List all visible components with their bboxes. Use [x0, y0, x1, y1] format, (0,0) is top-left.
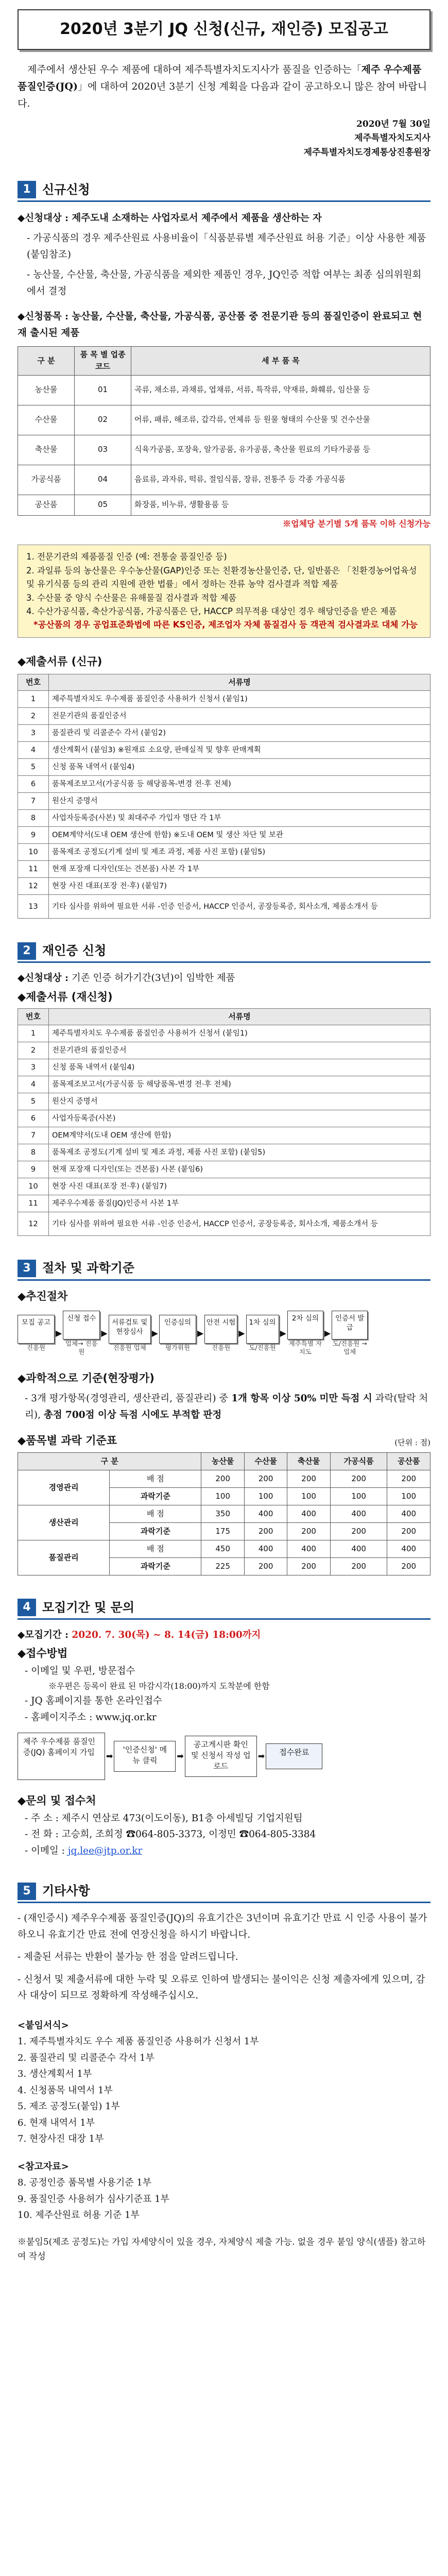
cell-no: 8	[18, 810, 49, 827]
th-items: 세 부 품 목	[131, 347, 430, 376]
issuer-block	[18, 117, 430, 160]
cell-items: 곡류, 채소류, 과채류, 엽채류, 서류, 특작류, 약재류, 화훼류, 임산물 등	[131, 375, 430, 405]
s1-target-text: 제주도내 소재하는 사업자로서 제주에서 제품을 생산하는 자	[68, 213, 322, 224]
cell-no: 6	[18, 1110, 49, 1127]
apply-step: 제주 우수제품 품질인증(JQ) 홈페이지 가입	[18, 1733, 105, 1780]
footnote: ※붙임5(제조 공정도)는 가입 자세양식이 있을 경우, 자체양식 제출 가능. 없을 경우 붙임 양식(샘플) 참고하여 작성	[18, 2236, 426, 2262]
section-title: 모집기간 및 문의	[42, 1600, 134, 1615]
cell-no: 2	[18, 708, 49, 725]
email-link[interactable]: jq.lee@jtp.or.kr	[67, 1845, 143, 1856]
cell-value: 200	[244, 1557, 287, 1575]
cell-doc: 품목제조보고서(가공식품 등 해당품목-변경 전·후 전체)	[49, 776, 430, 793]
cell-name: 농산물	[18, 375, 75, 405]
flow-step	[332, 1311, 368, 1357]
arrow-right-icon: ➡	[257, 1751, 265, 1761]
table-row	[18, 878, 430, 895]
cell-name: 수산물	[18, 405, 75, 435]
cell-value: 200	[244, 1470, 287, 1487]
cell-value: 350	[201, 1505, 244, 1522]
crit-text-3: 과락(탈락 처리),	[25, 1393, 428, 1420]
cell-doc: 기타 심사를 위하여 필요한 서류 -인증 인증서, HACCP 인증서, 공장등록증, 회사소개, 제품소개서 등	[49, 1212, 430, 1236]
flow-step-label: 신청 접수	[63, 1311, 100, 1340]
cell-doc: OEM계약서(도내 OEM 생산에 한함)	[49, 1127, 430, 1144]
table-row	[18, 1161, 430, 1178]
section-number: 2	[18, 942, 36, 960]
method-4: - 홈페이지주소 : www.jq.or.kr	[25, 1711, 157, 1723]
flow-step	[109, 1315, 151, 1352]
cell-doc: 품목제조보고서(가공식품 등 해당품목-변경 전·후 전체)	[49, 1076, 430, 1093]
section-2-header	[18, 941, 430, 963]
list-item: 8. 공정인증 품목별 사용기준 1부	[18, 2177, 152, 2189]
etc-2: - 제출된 서류는 반환이 불가능 한 점을 알려드립니다.	[18, 1952, 238, 1963]
cell-doc: 제주특별자치도 우수제품 품질인증 사용허가 신청서 (붙임1)	[49, 691, 430, 708]
cell-value: 400	[287, 1505, 330, 1522]
requirement-item	[26, 618, 422, 632]
cell-group: 경영관리	[18, 1470, 110, 1505]
flow-step-owner: 도/진흥원 →업체	[332, 1340, 367, 1356]
flow-step	[159, 1315, 196, 1352]
th-code: 품 목 별 업종코드	[75, 347, 131, 376]
cell-value: 200	[387, 1522, 430, 1540]
cell-value: 400	[387, 1505, 430, 1522]
flow-step-label: 1차 심의	[246, 1315, 279, 1344]
cell-value: 400	[330, 1540, 387, 1557]
section-number: 5	[18, 1883, 36, 1900]
flow-step-owner: 도/진흥원	[249, 1344, 276, 1352]
cell-doc: 현재 포장재 디자인(또는 견본품) 사본 (붙임6)	[49, 1161, 430, 1178]
score-heading: ◆품목별 과락 기준표	[18, 1434, 117, 1447]
cell-no: 7	[18, 1127, 49, 1144]
requirements-box	[18, 545, 430, 637]
table-row	[18, 1178, 430, 1195]
s1-target	[18, 210, 430, 226]
crit-text	[18, 1391, 430, 1423]
cell-doc: OEM계약서(도내 OEM 생산에 한함) ※도내 OEM 및 생산 차단 및 보관	[49, 827, 430, 844]
cell-no: 5	[18, 1093, 49, 1110]
table-row	[18, 691, 430, 708]
table-row	[18, 793, 430, 810]
cell-no: 1	[18, 1025, 49, 1042]
cell-items: 화장품, 비누류, 생활용품 등	[131, 495, 430, 515]
table-row	[18, 810, 430, 827]
cell-no: 9	[18, 1161, 49, 1178]
docs-renew-heading: ◆제출서류 (재신청)	[18, 990, 113, 1003]
cell-value: 400	[330, 1505, 387, 1522]
cell-value: 200	[330, 1557, 387, 1575]
th-doc: 서류명	[49, 1009, 430, 1025]
intro-text-2: 」에 대하여 2020년 3분기 신청 계획을 다음과 같이 공고하오니 많은 참여 바랍니다.	[18, 80, 427, 109]
cell-value: 400	[244, 1540, 287, 1557]
table-row	[18, 435, 430, 465]
arrow-right-icon: ▶	[324, 1328, 331, 1338]
arrow-right-icon: ▶	[197, 1328, 204, 1338]
table-row	[18, 844, 430, 861]
cell-value: 400	[387, 1540, 430, 1557]
cell-kind: 과락기준	[110, 1487, 201, 1505]
cell-value: 400	[244, 1505, 287, 1522]
table-row	[18, 861, 430, 878]
score-header	[18, 1432, 430, 1449]
method-heading: ◆접수방법	[18, 1647, 68, 1660]
cell-value: 200	[330, 1470, 387, 1487]
cell-no: 13	[18, 895, 49, 919]
th-agri: 농산물	[201, 1452, 244, 1470]
flow-step-owner: 진흥원	[26, 1344, 46, 1352]
table-row	[18, 1110, 430, 1127]
cell-no: 11	[18, 861, 49, 878]
cell-doc: 원산지 증명서	[49, 793, 430, 810]
cell-value: 175	[201, 1522, 244, 1540]
requirement-item: 3. 수산물 중 양식 수산물은 유해물질 검사결과 적합 제품	[26, 592, 237, 603]
s2-target-label: ◆신청대상 :	[18, 973, 68, 984]
cell-doc: 품목제조 공정도(기계 설비 및 제조 과정, 제품 사진 포함) (붙임5)	[49, 844, 430, 861]
cell-value: 225	[201, 1557, 244, 1575]
references-list	[18, 2175, 430, 2224]
cell-no: 9	[18, 827, 49, 844]
section-1-header	[18, 180, 430, 202]
flow-step-label: 인증서 발급	[332, 1311, 368, 1340]
cell-value: 200	[201, 1470, 244, 1487]
table-row	[18, 776, 430, 793]
table-row	[18, 1127, 430, 1144]
cell-no: 10	[18, 844, 49, 861]
table-row	[18, 1025, 430, 1042]
cell-value: 200	[387, 1470, 430, 1487]
crit-text-4: 총점 700점 이상 득점 시에도 부적합 판정	[43, 1409, 222, 1420]
table-row	[18, 895, 430, 919]
cell-no: 3	[18, 725, 49, 742]
cell-value: 100	[244, 1487, 287, 1505]
apply-flow	[18, 1733, 430, 1780]
cell-doc: 현장 사진 대표(포장 전·후) (붙임7)	[49, 878, 430, 895]
section-number: 4	[18, 1599, 36, 1616]
flow-step	[63, 1311, 100, 1357]
table-row	[18, 1540, 430, 1557]
cell-doc: 신청 품목 내역서 (붙임4)	[49, 1059, 430, 1076]
th-division: 구 분	[18, 347, 75, 376]
cell-items: 식육가공품, 포장육, 알가공품, 유가공품, 축산물 원료의 기타가공품 등	[131, 435, 430, 465]
cell-doc: 현재 포장재 디자인(또는 견본품) 사본 각 1부	[49, 861, 430, 878]
apply-step-done: 접수완료	[266, 1743, 322, 1769]
requirement-item: 1. 전문기관의 제품품질 인증 (예: 전통술 품질인증 등)	[26, 552, 227, 562]
cell-no: 1	[18, 691, 49, 708]
table-row	[18, 1076, 430, 1093]
method-2: ※우편은 등록이 완료 된 마감시각(18:00)까지 도착분에 한함	[48, 1681, 270, 1691]
cell-value: 100	[387, 1487, 430, 1505]
cell-items: 음료류, 과자류, 떡류, 절임식품, 장류, 전통주 등 각종 가공식품	[131, 465, 430, 495]
cell-doc: 전문기관의 품질인증서	[49, 1042, 430, 1059]
cell-no: 8	[18, 1144, 49, 1161]
flow-heading: ◆추진절차	[18, 1290, 68, 1302]
cell-doc: 현장 사진 대표(포장 전·후) (붙임7)	[49, 1178, 430, 1195]
table-row	[18, 495, 430, 515]
table-row	[18, 759, 430, 776]
table-row	[18, 1042, 430, 1059]
cell-value: 450	[201, 1540, 244, 1557]
cell-no: 6	[18, 776, 49, 793]
inquiry-phone: - 전 화 : 고승희, 조희정 ☎064-805-3373, 이정민 ☎064-805-3384	[25, 1829, 316, 1840]
category-table	[18, 346, 430, 516]
table-row	[18, 1212, 430, 1236]
table-row	[18, 405, 430, 435]
table-row	[18, 1470, 430, 1487]
list-item: 3. 생산계획서 1부	[18, 2069, 92, 2080]
cell-no: 3	[18, 1059, 49, 1076]
references-heading: <참고자료>	[18, 2161, 69, 2172]
requirement-item: 2. 과일류 등의 농산물은 우수농산물(GAP)인증 또는 친환경농산물인증, 단, 일반품은 「친환경농어업육성 및 유기식품 등의 관리 지원에 관한 법률」에서 정하는 잔류 농약 검사결과 적합 제품	[26, 565, 417, 589]
table-row	[18, 1059, 430, 1076]
cell-kind: 배 점	[110, 1505, 201, 1522]
cell-value: 100	[201, 1487, 244, 1505]
method-1: - 이메일 및 우편, 방문접수	[25, 1665, 135, 1676]
cell-kind: 배 점	[110, 1470, 201, 1487]
s1-category-text: 농산물, 수산물, 축산물, 가공식품, 공산품 중 전문기관 등의 품질인증이 완료되고 현재 출시된 제품	[18, 311, 422, 338]
inquiry-email-label: - 이메일 :	[25, 1845, 68, 1856]
docs-new-heading: ◆제출서류 (신규)	[18, 655, 102, 668]
cell-group: 품질관리	[18, 1540, 110, 1575]
cell-value: 200	[287, 1470, 330, 1487]
flow-step-owner: 업체→ 진흥원	[65, 1340, 98, 1356]
cell-code: 03	[75, 435, 131, 465]
flow-step	[204, 1315, 237, 1352]
crit-text-1: - 3개 평가항목(경영관리, 생산관리, 품질관리) 중	[25, 1393, 232, 1404]
cell-doc: 품목제조 공정도(기계 설비 및 제조 과정, 제품 사진 포함) (붙임5)	[49, 1144, 430, 1161]
cell-doc: 전문기관의 품질인증서	[49, 708, 430, 725]
apply-step: '인증신청' 메뉴 클릭	[114, 1741, 176, 1772]
docs-new-table	[18, 674, 430, 919]
s2-target	[18, 970, 430, 986]
cell-value: 200	[287, 1522, 330, 1540]
s2-target-text: 기존 인증 허가기간(3년)이 임박한 제품	[68, 973, 235, 984]
flow-step	[246, 1315, 279, 1352]
cell-doc: 생산계획서 (붙임3) ※원재료 소요량, 판매실적 및 향후 판매계획	[49, 742, 430, 759]
list-item: 6. 현재 내역서 1부	[18, 2117, 95, 2128]
cell-doc: 제주우수제품 품질(JQ)인증서 사본 1부	[49, 1195, 430, 1212]
table-row	[18, 725, 430, 742]
cell-name: 공산품	[18, 495, 75, 515]
th-no: 번호	[18, 1009, 49, 1025]
s1-target-label: ◆신청대상 :	[18, 213, 68, 224]
issue-date: 2020년 7월 30일	[356, 119, 430, 130]
page-title: 2020년 3분기 JQ 신청(신규, 재인증) 모집공고	[18, 9, 430, 50]
th-division: 구 분	[18, 1452, 201, 1470]
intro-paragraph	[18, 61, 430, 113]
th-processed: 가공식품	[330, 1452, 387, 1470]
cell-value: 200	[387, 1557, 430, 1575]
table-row	[18, 708, 430, 725]
cell-kind: 과락기준	[110, 1557, 201, 1575]
cell-kind: 과락기준	[110, 1522, 201, 1540]
arrow-right-icon: ▶	[238, 1328, 245, 1338]
list-item: 1. 제주특별자치도 우수 제품 품질인증 사용허가 신청서 1부	[18, 2036, 259, 2047]
arrow-right-icon: ▶	[56, 1328, 62, 1338]
cell-no: 4	[18, 1076, 49, 1093]
period-text: 2020. 7. 30(목) ~ 8. 14(금) 18:00까지	[68, 1629, 261, 1640]
cell-code: 05	[75, 495, 131, 515]
s1-category	[18, 309, 430, 341]
table-row	[18, 827, 430, 844]
issuer-governor: 제주특별자치도지사	[354, 133, 430, 144]
flow-step-label: 모집 공고	[18, 1315, 55, 1344]
cell-name: 가공식품	[18, 465, 75, 495]
cell-items: 어류, 패류, 해조류, 갑각류, 연체류 등 원물 형태의 수산물 및 건수산물	[131, 405, 430, 435]
flow-step-owner: 진흥원	[212, 1344, 231, 1352]
flow-step	[18, 1315, 55, 1352]
score-table	[18, 1452, 430, 1575]
cell-doc: 기타 심사를 위하여 필요한 서류 -인증 인증서, HACCP 인증서, 공장등록증, 회사소개, 제품소개서 등	[49, 895, 430, 919]
table-row	[18, 1144, 430, 1161]
flow-step-label: 안전 시험	[204, 1315, 237, 1344]
flow-step-label: 인증심의	[159, 1315, 196, 1344]
requirement-note: *공산품의 경우 공업표준화법에 따른 KS인증, 제조업자 자체 품질검사 등 객관적 검사결과로 대체 가능	[33, 620, 418, 630]
list-item: 10. 제주산원료 허용 기준 1부	[18, 2210, 140, 2221]
cell-no: 10	[18, 1178, 49, 1195]
process-flow	[18, 1311, 430, 1357]
list-item: 9. 품질인증 사용허가 심사기준표 1부	[18, 2193, 169, 2205]
period-label: ◆모집기간 :	[18, 1629, 68, 1640]
table-row	[18, 1093, 430, 1110]
arrow-right-icon: ▶	[280, 1328, 286, 1338]
cell-no: 2	[18, 1042, 49, 1059]
list-item: 7. 현장사진 대장 1부	[18, 2133, 104, 2145]
cell-value: 200	[244, 1522, 287, 1540]
cell-no: 12	[18, 1212, 49, 1236]
flow-step	[287, 1311, 323, 1357]
etc-3: - 신청서 및 제출서류에 대한 누락 및 오류로 인하여 발생되는 불이익은 신청 제출자에게 있으며, 감사 대상이 되므로 정확하게 작성해주십시오.	[18, 1974, 425, 2002]
cell-code: 04	[75, 465, 131, 495]
intro-text-1: 제주에서 생산된 우수 제품에 대하여 제주특별자치도지사가 품질을 인증하는「	[27, 63, 361, 75]
list-item: 5. 제조 공정도(붙임) 1부	[18, 2101, 120, 2112]
table-row	[18, 742, 430, 759]
cell-kind: 배 점	[110, 1540, 201, 1557]
flow-step-owner: 평가위원	[165, 1344, 191, 1352]
arrow-right-icon: ➡	[106, 1751, 113, 1761]
cell-value: 400	[287, 1540, 330, 1557]
th-livestock: 축산물	[287, 1452, 330, 1470]
docs-renew-table	[18, 1008, 430, 1236]
method-3: - JQ 홈페이지를 통한 온라인접수	[25, 1696, 162, 1707]
cell-doc: 사업자등록증(사본)	[49, 1110, 430, 1127]
apply-step: 공고게시판 확인 및 신청서 작성 업로드	[185, 1736, 257, 1777]
requirement-item: 4. 수산가공식품, 축산가공식품, 가공식품은 단, HACCP 의무적용 대상인 경우 해당인증을 받은 제품	[26, 606, 397, 616]
s1-category-label: ◆신청품목 :	[18, 311, 68, 323]
flow-step-label: 서류검토 및 현장심사	[109, 1315, 151, 1344]
table-row	[18, 375, 430, 405]
cell-no: 11	[18, 1195, 49, 1212]
section-number: 1	[18, 181, 36, 198]
cell-name: 축산물	[18, 435, 75, 465]
section-title: 절차 및 과학기준	[42, 1261, 134, 1276]
cell-no: 4	[18, 742, 49, 759]
inquiry-address: - 주 소 : 제주시 연삼로 473(이도이동), B1층 아세빌딩 기업지원팀	[25, 1812, 303, 1824]
score-unit: (단위 : 점)	[394, 1438, 430, 1448]
limit-note: ※업체당 분기별 5개 품목 이하 신청가능	[283, 518, 430, 529]
cell-value: 100	[287, 1487, 330, 1505]
section-3-header	[18, 1259, 430, 1280]
cell-value: 100	[330, 1487, 387, 1505]
flow-step-owner: 진흥원 업체	[113, 1344, 146, 1352]
s1-detail-2: - 농산물, 수산물, 축산물, 가공식품을 제외한 제품인 경우, JQ인증 적합 여부는 최종 심의위원회에서 결정	[27, 269, 422, 297]
cell-code: 02	[75, 405, 131, 435]
inquiry-email	[18, 1843, 430, 1859]
issuer-agency: 제주특별자치도경제통상진흥원장	[303, 147, 430, 158]
etc-1: - (재인증시) 제주우수제품 품질인증(JQ)의 유효기간은 3년이며 유효기간 만료 시 인증 사용이 불가하오니 유효기간 만료 전에 연장신청을 하시기 바랍니다.	[18, 1913, 427, 1940]
section-number: 3	[18, 1260, 36, 1277]
cell-value: 200	[330, 1522, 387, 1540]
th-industrial: 공산품	[387, 1452, 430, 1470]
section-title: 재인증 신청	[42, 943, 107, 958]
intro-program-name: 제주 우수제품 품질인증(JQ)	[18, 63, 422, 92]
cell-doc: 품질관리 및 리콜준수 각서 (붙임2)	[49, 725, 430, 742]
inquiry-heading: ◆문의 및 접수처	[18, 1794, 96, 1807]
cell-code: 01	[75, 375, 131, 405]
cell-value: 200	[287, 1557, 330, 1575]
arrow-right-icon: ▶	[101, 1328, 108, 1338]
section-4-header	[18, 1598, 430, 1620]
th-doc: 서류명	[49, 674, 430, 691]
cell-doc: 제주특별자치도 우수제품 품질인증 사용허가 신청서 (붙임1)	[49, 1025, 430, 1042]
arrow-right-icon: ➡	[177, 1751, 184, 1761]
section-5-header	[18, 1882, 430, 1903]
cell-doc: 사업자등록증(사본) 및 최대주주 가입자 명단 각 1부	[49, 810, 430, 827]
cell-doc: 원산지 증명서	[49, 1093, 430, 1110]
crit-text-2: 1개 항목 이상 50% 미만 득점 시	[231, 1393, 372, 1404]
th-marine: 수산물	[244, 1452, 287, 1470]
list-item: 4. 신청품목 내역서 1부	[18, 2084, 113, 2096]
table-row	[18, 1505, 430, 1522]
attachments-heading: <붙임서식>	[18, 2020, 69, 2031]
period	[18, 1627, 430, 1643]
arrow-right-icon: ▶	[151, 1328, 158, 1338]
attachments-list	[18, 2033, 430, 2147]
cell-group: 생산관리	[18, 1505, 110, 1540]
cell-no: 7	[18, 793, 49, 810]
table-row	[18, 1195, 430, 1212]
cell-no: 12	[18, 878, 49, 895]
section-title: 신규신청	[42, 182, 90, 197]
cell-doc: 신청 품목 내역서 (붙임4)	[49, 759, 430, 776]
crit-heading: ◆과학적으로 기준(현장평가)	[18, 1371, 154, 1384]
th-no: 번호	[18, 674, 49, 691]
cell-no: 5	[18, 759, 49, 776]
list-item: 2. 품질관리 및 리콜준수 각서 1부	[18, 2052, 154, 2063]
section-title: 기타사항	[42, 1884, 90, 1899]
flow-step-owner: 제주특별 자치도	[288, 1340, 322, 1356]
flow-step-label: 2차 심의	[287, 1311, 323, 1340]
s1-detail-1: - 가공식품의 경우 제주산원료 사용비율이「식품분류별 제주산원료 허용 기준」이상 사용한 제품(붙임참조)	[27, 233, 426, 260]
table-row	[18, 465, 430, 495]
